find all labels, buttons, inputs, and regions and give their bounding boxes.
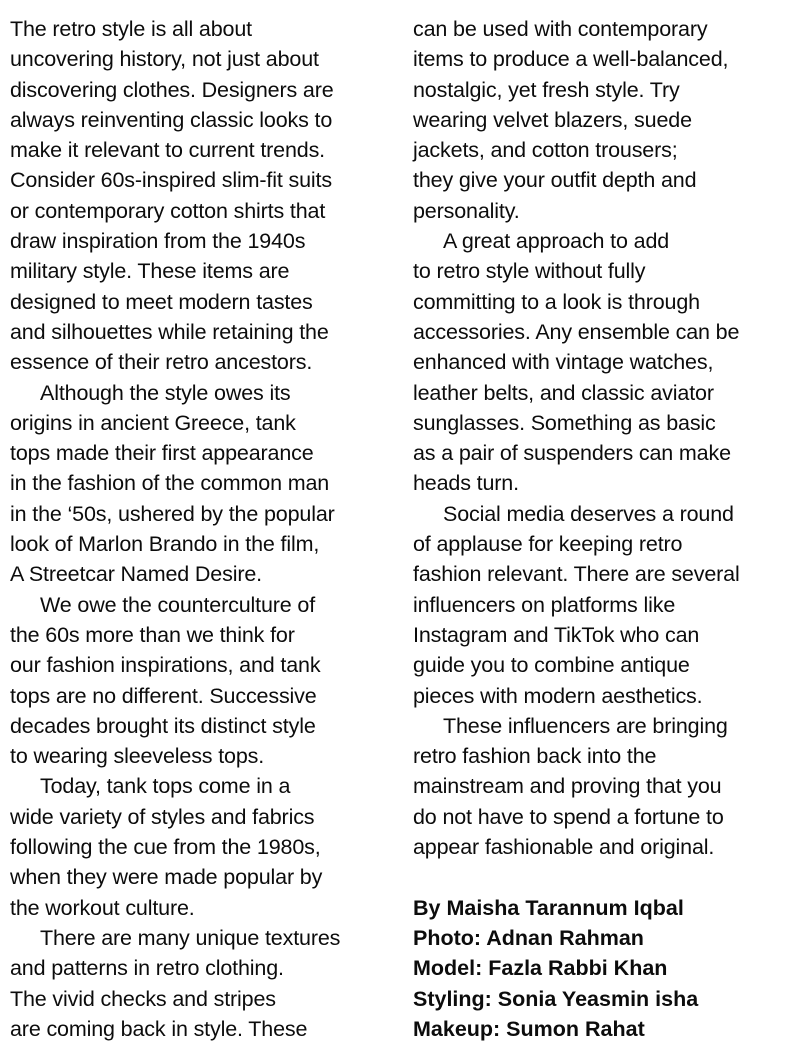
article-text-line: tops made their first appearance bbox=[10, 441, 314, 466]
article-text-line: The retro style is all about bbox=[10, 17, 252, 41]
article-text-line: personality. bbox=[413, 198, 520, 223]
article-text-line: and patterns in retro clothing. bbox=[10, 956, 284, 981]
article-text-line: jackets, and cotton trousers; bbox=[413, 138, 678, 163]
article-text-line: always reinventing classic looks to bbox=[10, 107, 333, 132]
article-text-line: We owe the counterculture of bbox=[40, 592, 316, 617]
article-text-line: These influencers are bringing bbox=[443, 713, 728, 738]
credits-spacer bbox=[413, 862, 787, 892]
article-text-line: Social media deserves a round bbox=[443, 501, 734, 526]
article-text-line: military style. These items are bbox=[10, 259, 290, 284]
article-text-line: when they were made popular by bbox=[10, 865, 323, 890]
article-text-line: retro fashion back into the bbox=[413, 744, 657, 769]
article-text-line: can be used with contemporary bbox=[413, 17, 708, 41]
article-text-line: the 60s more than we think for bbox=[10, 622, 295, 647]
article-text-line: heads turn. bbox=[413, 471, 519, 496]
article-text-line: uncovering history, not just about bbox=[10, 47, 319, 72]
article-text-line: The vivid checks and stripes bbox=[10, 986, 276, 1011]
article-text-line: to retro style without fully bbox=[413, 259, 646, 284]
article-text-line: wearing velvet blazers, suede bbox=[413, 107, 692, 132]
article-text-line: items to produce a well-balanced, bbox=[413, 47, 729, 72]
article-right-column bbox=[413, 14, 787, 1044]
article-text-line: fashion relevant. There are several bbox=[413, 562, 740, 587]
article-text-line: discovering clothes. Designers are bbox=[10, 77, 334, 102]
article-text-line: nostalgic, yet fresh style. Try bbox=[413, 77, 680, 102]
article-text-line: appear fashionable and original. bbox=[413, 835, 715, 860]
article-text-line: tops are no different. Successive bbox=[10, 683, 317, 708]
article-text-line: do not have to spend a fortune to bbox=[413, 804, 724, 829]
article-text-line: and silhouettes while retaining the bbox=[10, 319, 329, 344]
article-text-line: origins in ancient Greece, tank bbox=[10, 410, 296, 435]
photo-credit: Photo: Adnan Rahman bbox=[413, 925, 644, 950]
article-text-line: are coming back in style. These bbox=[10, 1016, 308, 1041]
article-text-line: as a pair of suspenders can make bbox=[413, 441, 731, 466]
article-text-line: A Streetcar Named Desire. bbox=[10, 562, 262, 587]
article-text-line: essence of their retro ancestors. bbox=[10, 350, 313, 375]
article-text-line: influencers on platforms like bbox=[413, 592, 676, 617]
article-text-line: pieces with modern aesthetics. bbox=[413, 683, 703, 708]
article-text-line: in the ‘50s, ushered by the popular bbox=[10, 501, 335, 526]
article-text-line: wide variety of styles and fabrics bbox=[10, 804, 315, 829]
article-text-line: enhanced with vintage watches, bbox=[413, 350, 714, 375]
article-text-line: A great approach to add bbox=[443, 229, 670, 254]
article-text-line: of applause for keeping retro bbox=[413, 532, 683, 557]
article-text-line: decades brought its distinct style bbox=[10, 713, 316, 738]
article-text-line: mainstream and proving that you bbox=[413, 774, 722, 799]
article-text-line: accessories. Any ensemble can be bbox=[413, 319, 740, 344]
article-text-line: look of Marlon Brando in the film, bbox=[10, 532, 320, 557]
article-text-line: leather belts, and classic aviator bbox=[413, 380, 714, 405]
article-text-line: make it relevant to current trends. bbox=[10, 138, 326, 163]
article-text-line: sunglasses. Something as basic bbox=[413, 410, 716, 435]
article-text-line: guide you to combine antique bbox=[413, 653, 690, 678]
article-text-line: committing to a look is through bbox=[413, 289, 700, 314]
article-text-line: or contemporary cotton shirts that bbox=[10, 198, 326, 223]
article-text-line: Although the style owes its bbox=[40, 380, 291, 405]
article-text-line: designed to meet modern tastes bbox=[10, 289, 313, 314]
byline: By Maisha Tarannum Iqbal bbox=[413, 895, 684, 920]
article-text-line: they give your outfit depth and bbox=[413, 168, 697, 193]
article-text-line: Today, tank tops come in a bbox=[40, 774, 291, 799]
article-text-line: following the cue from the 1980s, bbox=[10, 835, 321, 860]
model-credit: Model: Fazla Rabbi Khan bbox=[413, 956, 668, 981]
makeup-credit: Makeup: Sumon Rahat bbox=[413, 1016, 645, 1041]
article-left-column bbox=[10, 14, 385, 1044]
article-text-line: Instagram and TikTok who can bbox=[413, 622, 700, 647]
article-text-line: in the fashion of the common man bbox=[10, 471, 330, 496]
article-text-line: to wearing sleeveless tops. bbox=[10, 744, 265, 769]
article-text-line: There are many unique textures bbox=[40, 925, 341, 950]
styling-credit: Styling: Sonia Yeasmin isha bbox=[413, 986, 699, 1011]
article-text-line: the workout culture. bbox=[10, 895, 195, 920]
article-text-line: draw inspiration from the 1940s bbox=[10, 229, 306, 254]
article-text-line: our fashion inspirations, and tank bbox=[10, 653, 321, 678]
article-text-line: Consider 60s-inspired slim-fit suits bbox=[10, 168, 332, 193]
